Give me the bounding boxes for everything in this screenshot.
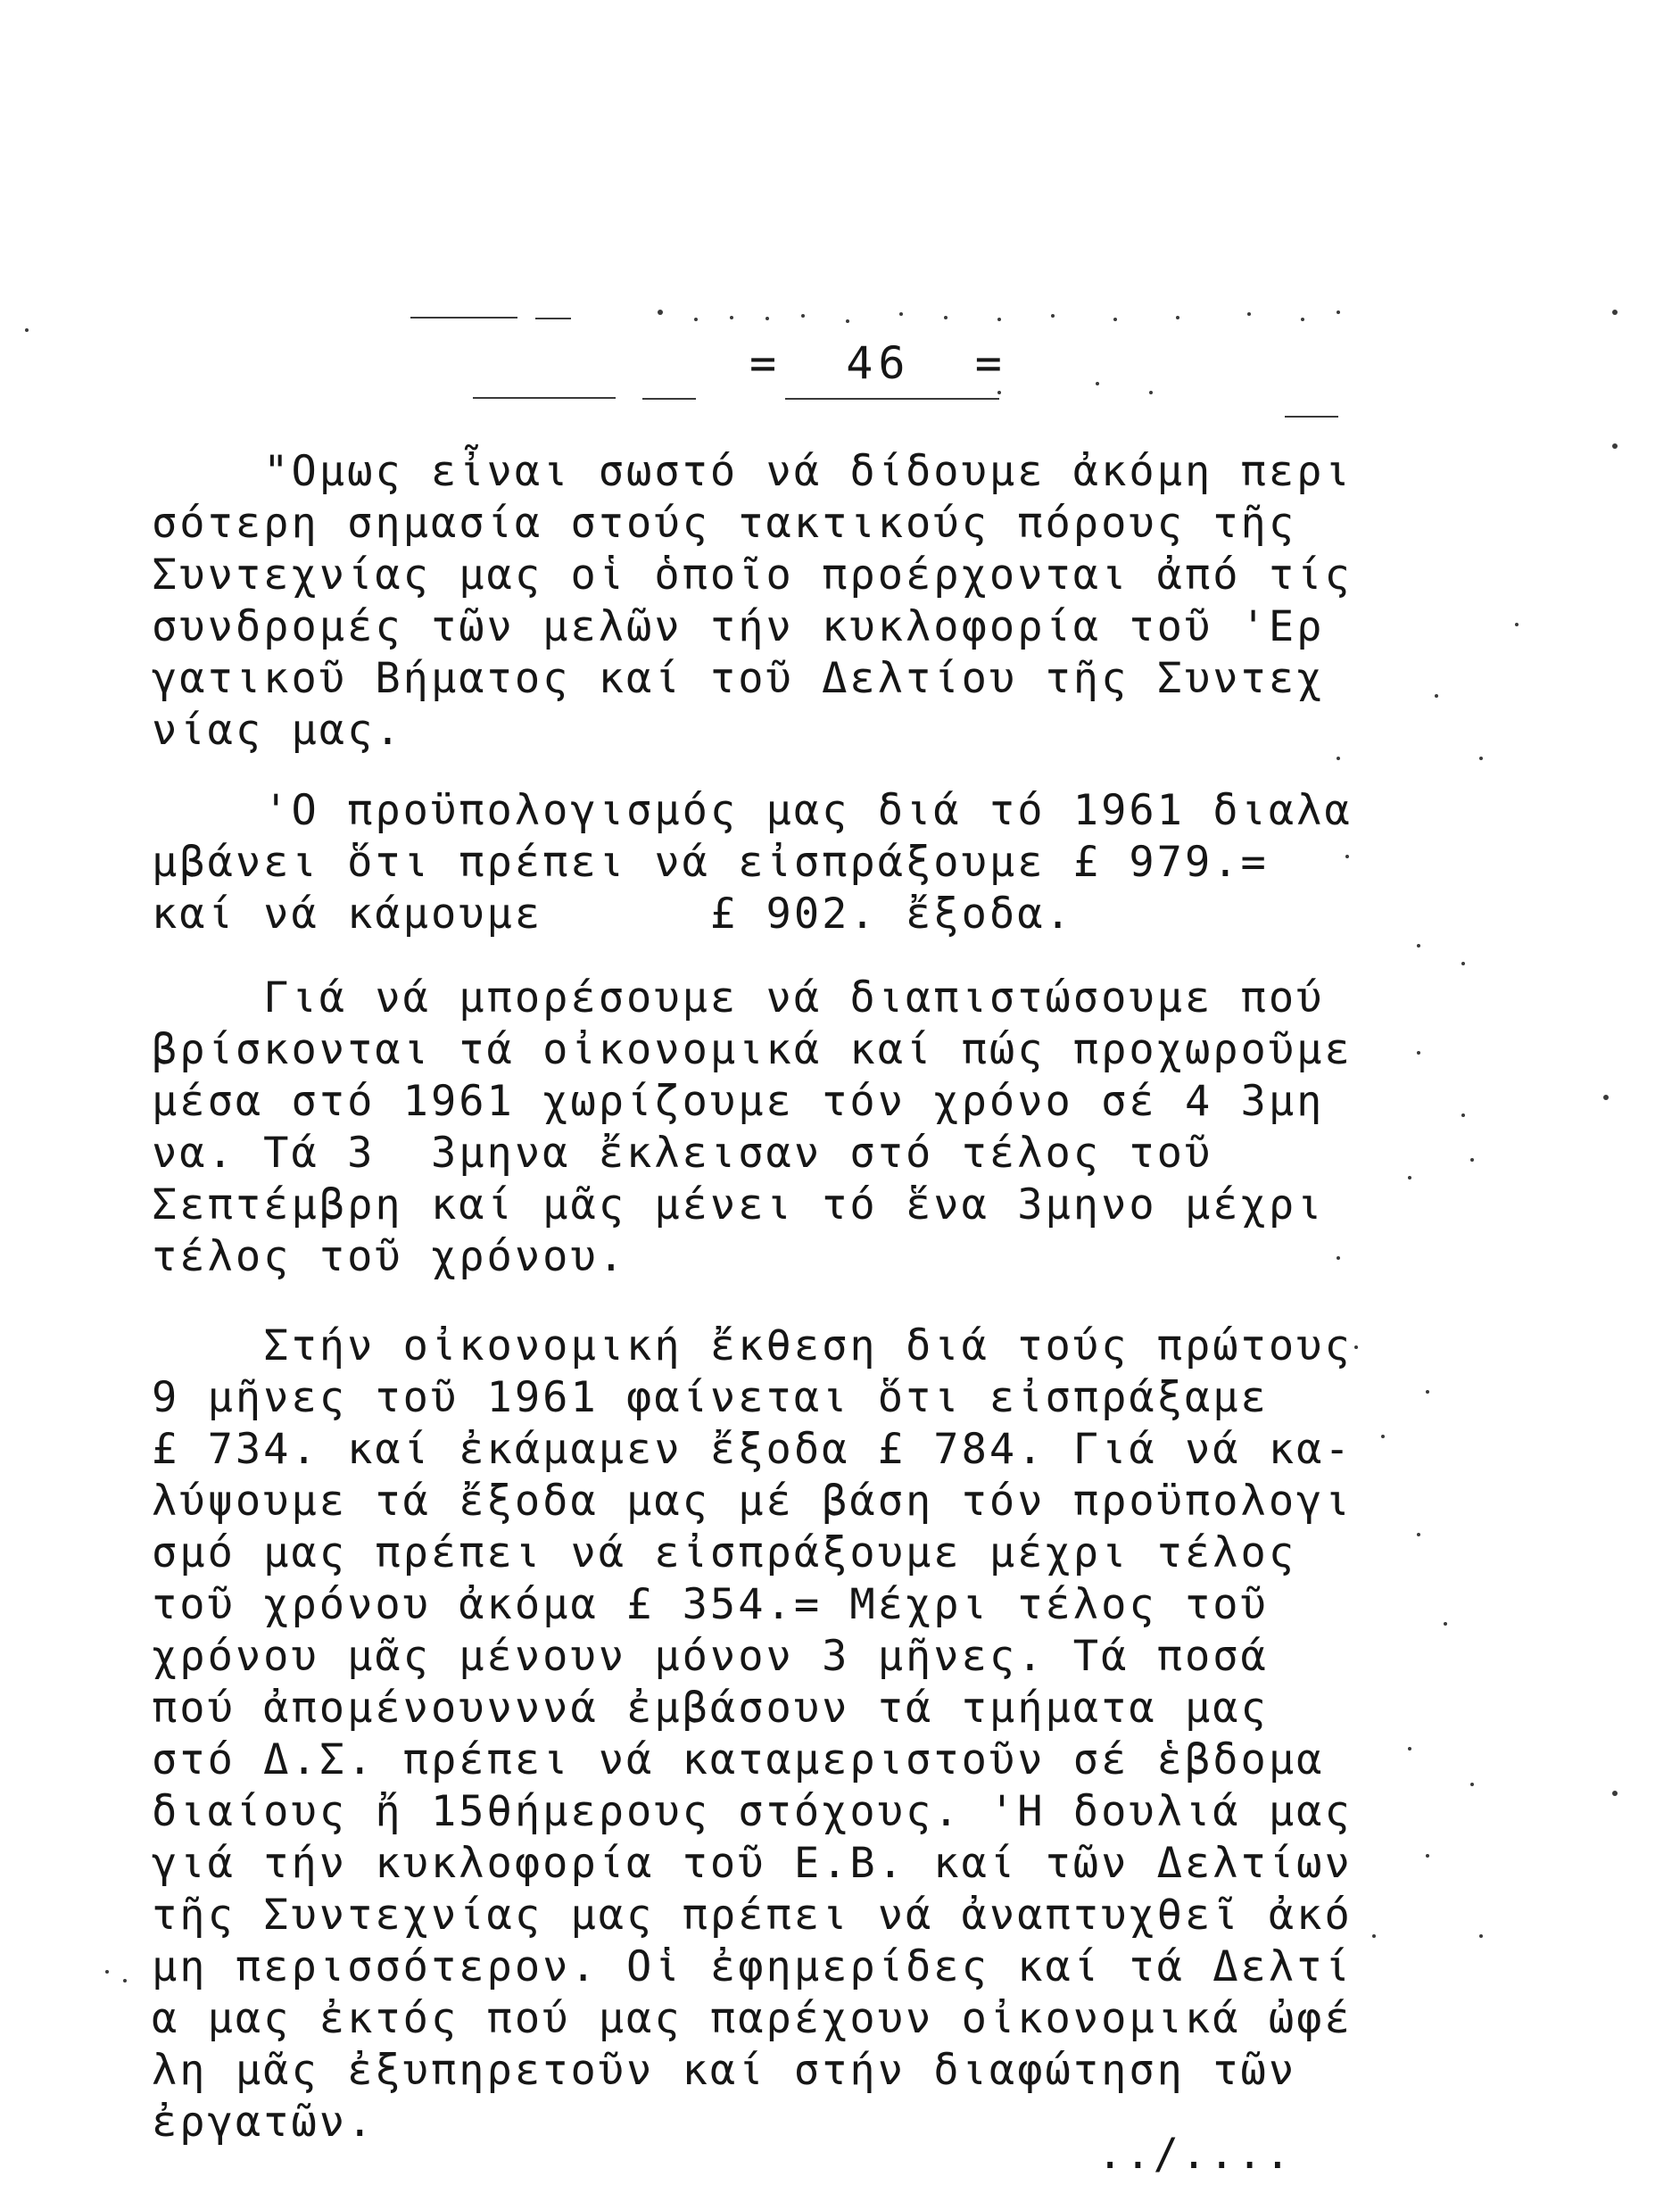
text-line: α μας ἐκτός πού μας παρέχουν οἰκονομικά ὠφέ — [152, 1994, 1353, 2043]
text-line: 'Ο προϋπολογισμός μας διά τό 1961 διαλα — [152, 786, 1353, 835]
text-line: "Ομως εἶναι σωστό νά δίδουμε ἀκόμη περι — [152, 447, 1353, 496]
text-line: Συντεχνίας μας οἱ ὁποῖο προέρχονται ἀπό τίς — [152, 550, 1353, 600]
text-line: 9 μῆνες τοῦ 1961 φαίνεται ὅτι εἰσπράξαμε — [152, 1373, 1269, 1422]
text-line: σότερη σημασία στούς τακτικούς πόρους τῆς — [152, 499, 1297, 548]
text-line: γιά τήν κυκλοφορία τοῦ Ε.Β. καί τῶν Δελτίων — [152, 1839, 1353, 1888]
text-line: χρόνου μᾶς μένουν μόνον 3 μῆνες. Τά ποσά — [152, 1632, 1269, 1681]
continuation-mark: ../.... — [1097, 2130, 1294, 2179]
text-line: μβάνει ὅτι πρέπει νά εἰσπράξουμε £ 979.= — [152, 838, 1269, 887]
text-line: βρίσκονται τά οἰκονομικά καί πώς προχωροῦμε — [152, 1025, 1353, 1074]
text-line: £ 734. καί ἐκάμαμεν ἔξοδα £ 784. Γιά νά κα- — [152, 1425, 1353, 1474]
text-line: στό Δ.Σ. πρέπει νά καταμεριστοῦν σέ ἑβδομα — [152, 1735, 1325, 1784]
text-line: μέσα στό 1961 χωρίζουμε τόν χρόνο σέ 4 3μη — [152, 1077, 1325, 1126]
page-number: = 46 = — [749, 337, 1007, 389]
text-line: τῆς Συντεχνίας μας πρέπει νά ἀναπτυχθεῖ ἀκό — [152, 1891, 1353, 1940]
text-line: Στήν οἰκονομική ἔκθεση διά τούς πρώτους — [152, 1321, 1353, 1370]
text-line: πού ἀπομένουνννά ἐμβάσουν τά τμήματα μας — [152, 1684, 1269, 1733]
text-line: σμό μας πρέπει νά εἰσπράξουμε μέχρι τέλος — [152, 1528, 1297, 1577]
text-line: Σεπτέμβρη καί μᾶς μένει τό ἕνα 3μηνο μέχρι — [152, 1180, 1325, 1229]
text-line: λύψουμε τά ἔξοδα μας μέ βάση τόν προϋπολογι — [152, 1477, 1353, 1526]
text-line: τέλος τοῦ χρόνου. — [152, 1232, 627, 1281]
text-line: να. Τά 3 3μηνα ἔκλεισαν στό τέλος τοῦ — [152, 1129, 1213, 1178]
text-line: τοῦ χρόνου ἀκόμα £ 354.= Μέχρι τέλος τοῦ — [152, 1580, 1269, 1629]
text-line: λη μᾶς ἐξυπηρετοῦν καί στήν διαφώτηση τῶν — [152, 2046, 1297, 2095]
text-line: νίας μας. — [152, 706, 403, 755]
text-line: Γιά νά μπορέσουμε νά διαπιστώσουμε πού — [152, 973, 1325, 1022]
text-line: μη περισσότερον. Οἱ ἐφημερίδες καί τά Δελτί — [152, 1942, 1353, 1991]
text-line: καί νά κάμουμε £ 902. ἔξοδα. — [152, 890, 1073, 939]
text-line: διαίους ἤ 15θήμερους στόχους. 'Η δουλιά μας — [152, 1787, 1353, 1836]
text-line: γατικοῦ Βήματος καί τοῦ Δελτίου τῆς Συντεχ — [152, 654, 1325, 703]
text-line: συνδρομές τῶν μελῶν τήν κυκλοφορία τοῦ 'Ερ — [152, 602, 1325, 651]
text-line: ἐργατῶν. — [152, 2098, 376, 2147]
